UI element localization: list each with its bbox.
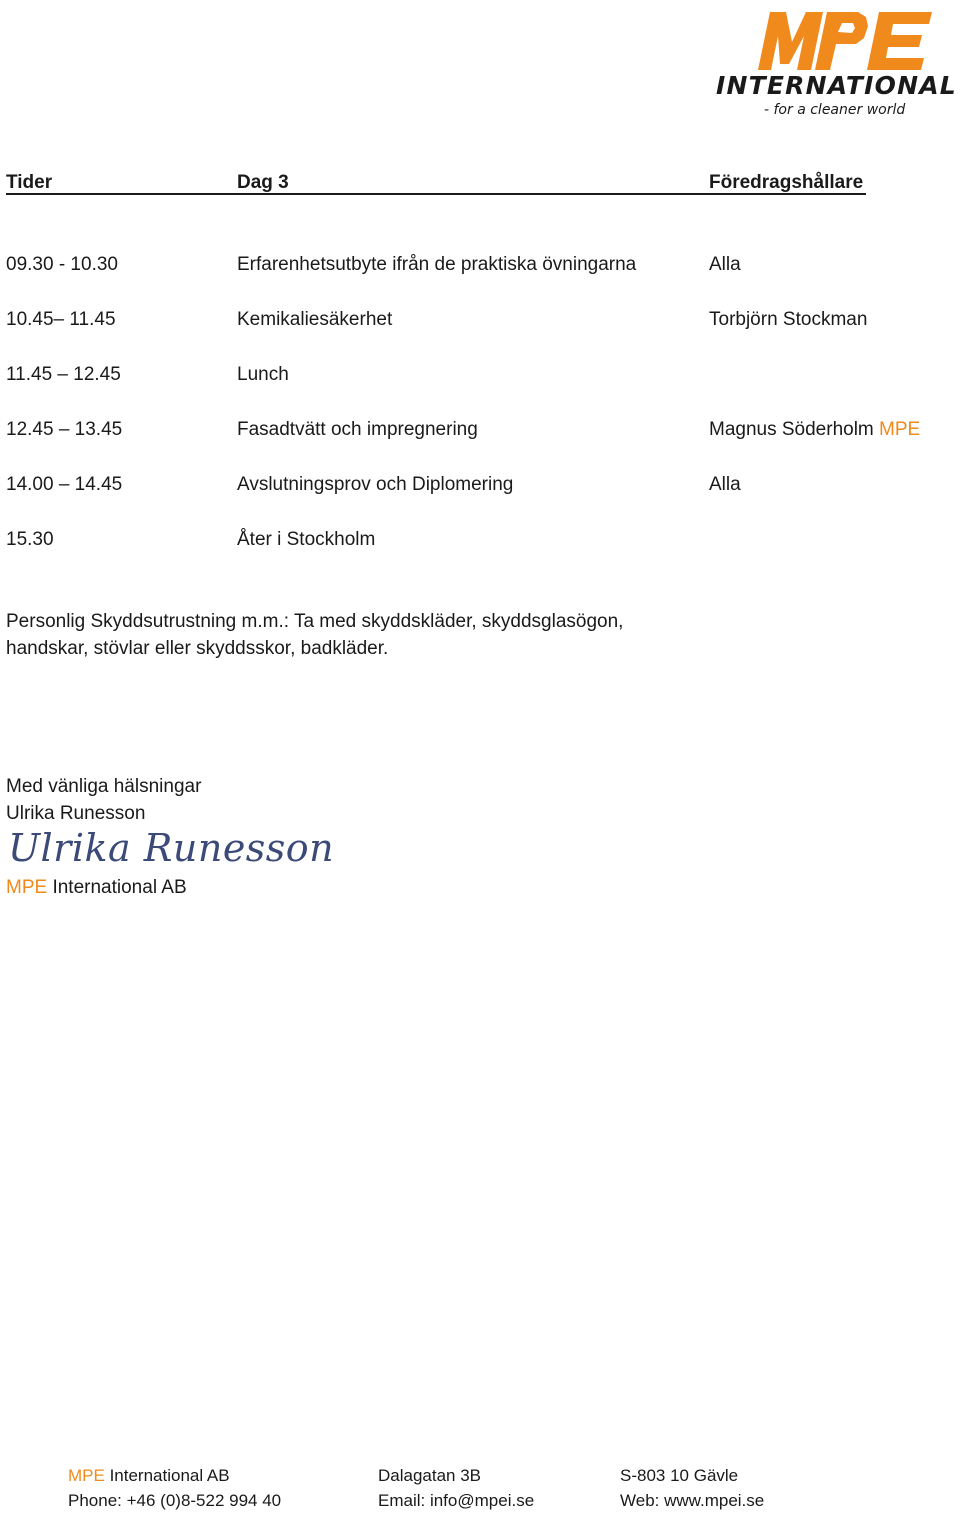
row-speaker: Torbjörn Stockman [709, 309, 868, 330]
closing-company [6, 874, 187, 901]
row-speaker: Alla [709, 474, 741, 495]
footer-company-brand: MPE [68, 1466, 105, 1485]
closing-company-brand: MPE [6, 877, 48, 898]
header-day: Dag 3 [237, 172, 289, 193]
row-time: 12.45 – 13.45 [6, 419, 123, 440]
sender-name: Ulrika Runesson [6, 803, 146, 824]
row-speaker: Alla [709, 254, 741, 275]
header-speaker: Föredragshållare [709, 172, 864, 193]
row-time: 14.00 – 14.45 [6, 474, 123, 495]
footer-company [68, 1466, 230, 1486]
row-topic: Kemikaliesäkerhet [237, 309, 393, 330]
row-topic: Lunch [237, 364, 289, 385]
row-time: 15.30 [6, 529, 54, 550]
row-topic: Fasadtvätt och impregnering [237, 419, 478, 440]
closing-block [6, 773, 201, 827]
equipment-note [6, 608, 623, 662]
footer-street: Dalagatan 3B [378, 1466, 482, 1485]
footer-company-rest: International AB [104, 1466, 230, 1485]
row-speaker [709, 419, 920, 441]
row-topic: Avslutningsprov och Diplomering [237, 474, 514, 495]
signature: Ulrika Runesson [8, 826, 335, 870]
footer-email[interactable]: Email: info@mpei.se [378, 1491, 535, 1510]
row-time: 11.45 – 12.45 [6, 364, 121, 385]
footer-postal: S-803 10 Gävle [620, 1466, 739, 1485]
equipment-line-2: handskar, stövlar eller skyddsskor, badkläder. [6, 638, 389, 659]
greeting: Med vänliga hälsningar [6, 776, 202, 797]
header-underline [6, 193, 866, 195]
speaker-org: MPE [879, 419, 921, 440]
row-topic: Erfarenhetsutbyte ifrån de praktiska övningarna [237, 254, 637, 275]
footer-web[interactable]: Web: www.mpei.se [620, 1491, 765, 1510]
logo-company-text: INTERNATIONAL [716, 71, 957, 100]
logo-mpe-mark [758, 12, 932, 70]
header-time: Tider [6, 172, 53, 193]
speaker-name: Magnus Söderholm [709, 419, 880, 440]
equipment-line-1: Personlig Skyddsutrustning m.m.: Ta med skyddskläder, skyddsglasögon, [6, 611, 624, 632]
closing-company-rest: International AB [47, 877, 187, 898]
logo-tagline: - for a cleaner world [764, 102, 906, 118]
mpe-international-logo [712, 4, 958, 120]
row-topic: Åter i Stockholm [237, 529, 376, 550]
row-time: 09.30 - 10.30 [6, 254, 118, 275]
row-time: 10.45– 11.45 [6, 309, 116, 330]
footer-phone: Phone: +46 (0)8-522 994 40 [68, 1491, 282, 1510]
